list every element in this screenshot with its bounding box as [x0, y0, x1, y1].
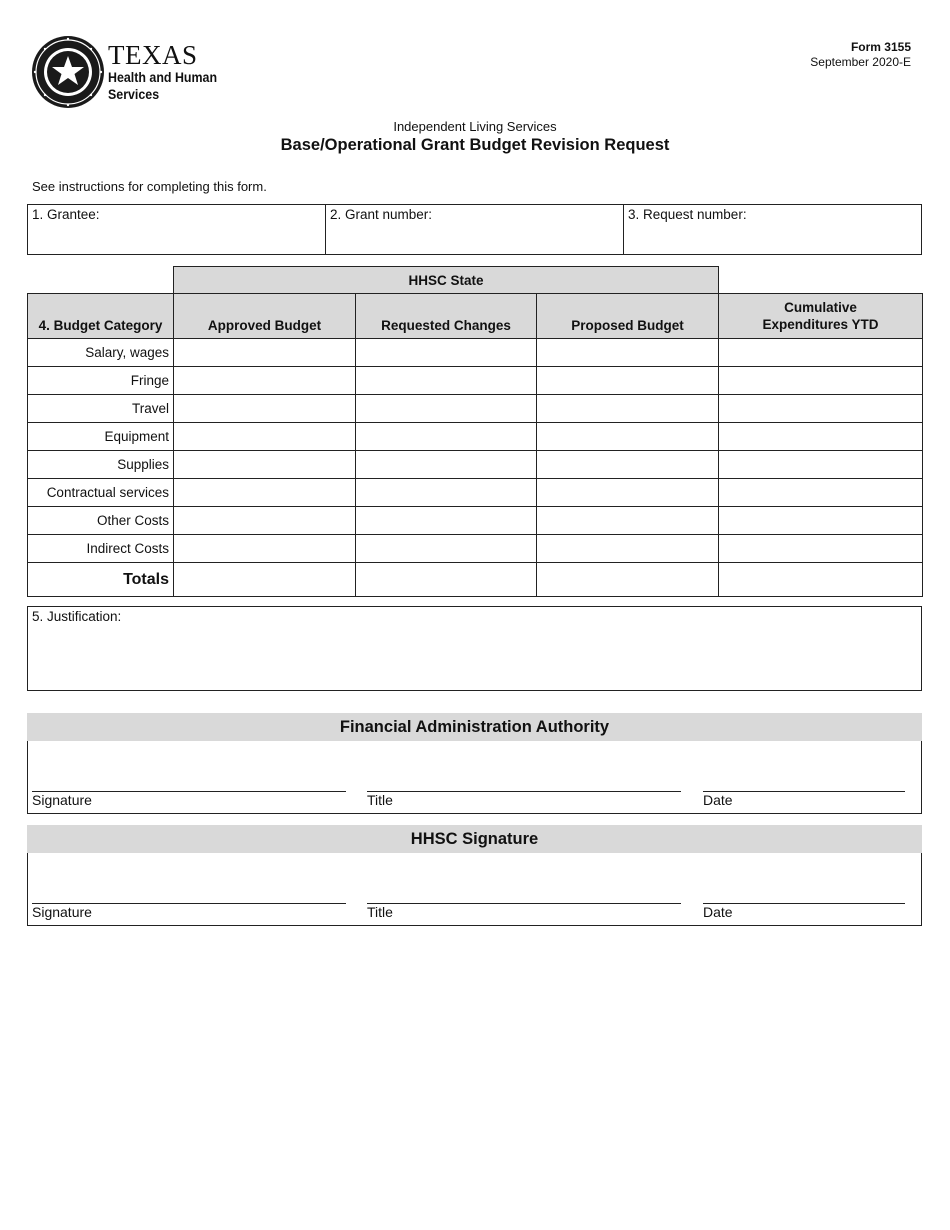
- category-label: Equipment: [28, 423, 174, 451]
- requested-changes-cell[interactable]: [356, 507, 537, 535]
- grantee-field[interactable]: [28, 205, 326, 254]
- budget-table: [27, 266, 923, 597]
- cumulative-expenditures-total-cell[interactable]: [719, 563, 923, 597]
- request-number-field[interactable]: [624, 205, 921, 254]
- financial-title-line[interactable]: Title: [367, 791, 681, 808]
- instructions-text: See instructions for completing this form.: [32, 179, 267, 194]
- approved-budget-cell[interactable]: [174, 339, 356, 367]
- approved-budget-cell[interactable]: [174, 423, 356, 451]
- proposed-budget-cell[interactable]: [537, 367, 719, 395]
- proposed-budget-cell[interactable]: [537, 479, 719, 507]
- cumulative-expenditures-cell[interactable]: [719, 339, 923, 367]
- request-info-box: [27, 204, 922, 255]
- grant-number-label: 2. Grant number:: [330, 207, 433, 222]
- table-row: [28, 535, 923, 563]
- cumulative-expenditures-cell[interactable]: [719, 479, 923, 507]
- proposed-budget-cell[interactable]: [537, 423, 719, 451]
- category-label: Salary, wages: [28, 339, 174, 367]
- proposed-budget-header: Proposed Budget: [537, 294, 719, 339]
- texas-seal-icon: [30, 34, 106, 110]
- table-row: [28, 451, 923, 479]
- hhs-logo: [30, 34, 230, 110]
- program-name: Independent Living Services: [393, 119, 557, 134]
- approved-budget-cell[interactable]: [174, 451, 356, 479]
- table-row: [28, 339, 923, 367]
- logo-line2: Services: [108, 87, 160, 102]
- totals-row: [28, 563, 923, 597]
- cumulative-expenditures-cell[interactable]: [719, 395, 923, 423]
- cumulative-expenditures-cell[interactable]: [719, 507, 923, 535]
- form-number: Form 3155: [850, 40, 911, 54]
- requested-changes-cell[interactable]: [356, 339, 537, 367]
- form-date: September 2020-E: [810, 55, 911, 69]
- table-row: [28, 479, 923, 507]
- approved-budget-cell[interactable]: [174, 479, 356, 507]
- approved-budget-cell[interactable]: [174, 535, 356, 563]
- cumulative-expenditures-header: [719, 294, 923, 339]
- requested-changes-cell[interactable]: [356, 395, 537, 423]
- logo-word: TEXAS: [108, 40, 198, 70]
- hhsc-title-line[interactable]: Title: [367, 903, 681, 920]
- requested-changes-cell[interactable]: [356, 367, 537, 395]
- table-row: [28, 395, 923, 423]
- proposed-budget-cell[interactable]: [537, 395, 719, 423]
- proposed-budget-cell[interactable]: [537, 507, 719, 535]
- requested-changes-total-cell[interactable]: [356, 563, 537, 597]
- financial-authority-signature-box: [27, 741, 922, 814]
- category-label: Indirect Costs: [28, 535, 174, 563]
- proposed-budget-total-cell[interactable]: [537, 563, 719, 597]
- cumulative-line1: Cumulative: [784, 300, 857, 315]
- requested-changes-header: Requested Changes: [356, 294, 537, 339]
- request-number-label: 3. Request number:: [628, 207, 747, 222]
- justification-field[interactable]: [27, 606, 922, 691]
- form-identifier: [810, 40, 911, 70]
- cumulative-expenditures-cell[interactable]: [719, 367, 923, 395]
- approved-budget-total-cell[interactable]: [174, 563, 356, 597]
- logo-line1: Health and Human: [108, 70, 218, 85]
- proposed-budget-cell[interactable]: [537, 451, 719, 479]
- approved-budget-header: Approved Budget: [174, 294, 356, 339]
- table-row: [28, 507, 923, 535]
- category-label: Fringe: [28, 367, 174, 395]
- cumulative-expenditures-cell[interactable]: [719, 535, 923, 563]
- page-title: Base/Operational Grant Budget Revision Request: [280, 136, 670, 154]
- grantee-label: 1. Grantee:: [32, 207, 100, 222]
- financial-signature-line[interactable]: Signature: [32, 791, 346, 808]
- requested-changes-cell[interactable]: [356, 479, 537, 507]
- proposed-budget-cell[interactable]: [537, 535, 719, 563]
- category-label: Other Costs: [28, 507, 174, 535]
- category-label: Travel: [28, 395, 174, 423]
- approved-budget-cell[interactable]: [174, 507, 356, 535]
- hhsc-signature-line[interactable]: Signature: [32, 903, 346, 920]
- proposed-budget-cell[interactable]: [537, 339, 719, 367]
- approved-budget-cell[interactable]: [174, 395, 356, 423]
- hhsc-state-header: HHSC State: [174, 267, 719, 294]
- financial-date-line[interactable]: Date: [703, 791, 905, 808]
- requested-changes-cell[interactable]: [356, 423, 537, 451]
- cumulative-expenditures-cell[interactable]: [719, 451, 923, 479]
- requested-changes-cell[interactable]: [356, 451, 537, 479]
- table-row: [28, 367, 923, 395]
- budget-category-header: 4. Budget Category: [28, 294, 174, 339]
- requested-changes-cell[interactable]: [356, 535, 537, 563]
- totals-label: Totals: [28, 563, 174, 597]
- cumulative-expenditures-cell[interactable]: [719, 423, 923, 451]
- hhsc-signature-header: HHSC Signature: [27, 825, 922, 853]
- cumulative-line2: Expenditures YTD: [762, 317, 879, 332]
- table-row: [28, 423, 923, 451]
- approved-budget-cell[interactable]: [174, 367, 356, 395]
- hhsc-signature-box: [27, 853, 922, 926]
- hhsc-date-line[interactable]: Date: [703, 903, 905, 920]
- grant-number-field[interactable]: [326, 205, 624, 254]
- justification-label: 5. Justification:: [32, 609, 122, 624]
- category-label: Contractual services: [28, 479, 174, 507]
- financial-authority-header: Financial Administration Authority: [27, 713, 922, 741]
- category-label: Supplies: [28, 451, 174, 479]
